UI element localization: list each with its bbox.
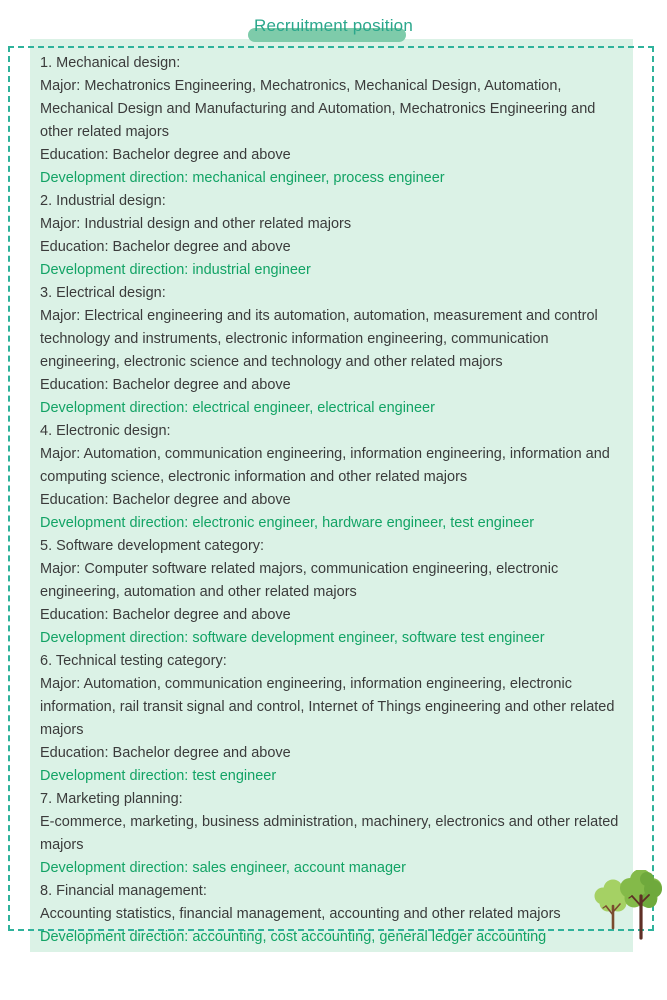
page-header (0, 13, 667, 39)
sections (40, 52, 628, 949)
section-development: Development direction: software development engineer, software test engineer (40, 630, 545, 646)
section-education: Education: Bachelor degree and above (40, 239, 291, 255)
section-heading: 4. Electronic design: (40, 423, 171, 439)
section-development: Development direction: electronic engineer, hardware engineer, test engineer (40, 515, 535, 531)
section-major: Major: Industrial design and other related majors (40, 216, 352, 232)
section-development: Development direction: sales engineer, account manager (40, 860, 406, 876)
section-development: Development direction: accounting, cost accounting, general ledger accounting (40, 929, 547, 945)
section-education: Education: Bachelor degree and above (40, 492, 291, 508)
section-development: Development direction: industrial engineer (40, 262, 311, 278)
section-heading: 3. Electrical design: (40, 285, 166, 301)
section-heading: 5. Software development category: (40, 538, 265, 554)
section-heading: 2. Industrial design: (40, 193, 166, 209)
section-heading: 6. Technical testing category: (40, 653, 227, 669)
section-heading: 8. Financial management: (40, 883, 207, 899)
section-education: Education: Bachelor degree and above (40, 607, 291, 623)
trees-illustration (585, 870, 667, 942)
page-title: Recruitment position (254, 16, 413, 35)
section-heading: 7. Marketing planning: (40, 791, 183, 807)
section-major: Major: Electrical engineering and its automation, automation, measurement and control technology and instruments, electronic information engineering, communication engineering, electronic science and technology and other related majors (40, 308, 598, 370)
section-major: Major: Computer software related majors, communication engineering, electronic engineering, automation and other related majors (40, 561, 559, 600)
section-development: Development direction: mechanical engineer, process engineer (40, 170, 445, 186)
section-education: Education: Bachelor degree and above (40, 147, 291, 163)
page-title-wrap (254, 13, 413, 39)
section-major: Major: Automation, communication engineering, information engineering, electronic information, rail transit signal and control, Internet of Things engineering and other related majors (40, 676, 615, 738)
section-major: Major: Mechatronics Engineering, Mechatronics, Mechanical Design, Automation, Mechanical Design and Manufacturing and Automation, Mechatronics Engineering and other related majors (40, 78, 596, 140)
section-heading: 1. Mechanical design: (40, 55, 181, 71)
section-major: E-commerce, marketing, business administration, machinery, electronics and other related majors (40, 814, 619, 853)
section-major: Major: Automation, communication engineering, information engineering, information and computing science, electronic information and other related majors (40, 446, 610, 485)
section-development: Development direction: electrical engineer, electrical engineer (40, 400, 435, 416)
section-education: Education: Bachelor degree and above (40, 745, 291, 761)
section-major: Accounting statistics, financial management, accounting and other related majors (40, 906, 561, 922)
section-development: Development direction: test engineer (40, 768, 277, 784)
section-education: Education: Bachelor degree and above (40, 377, 291, 393)
